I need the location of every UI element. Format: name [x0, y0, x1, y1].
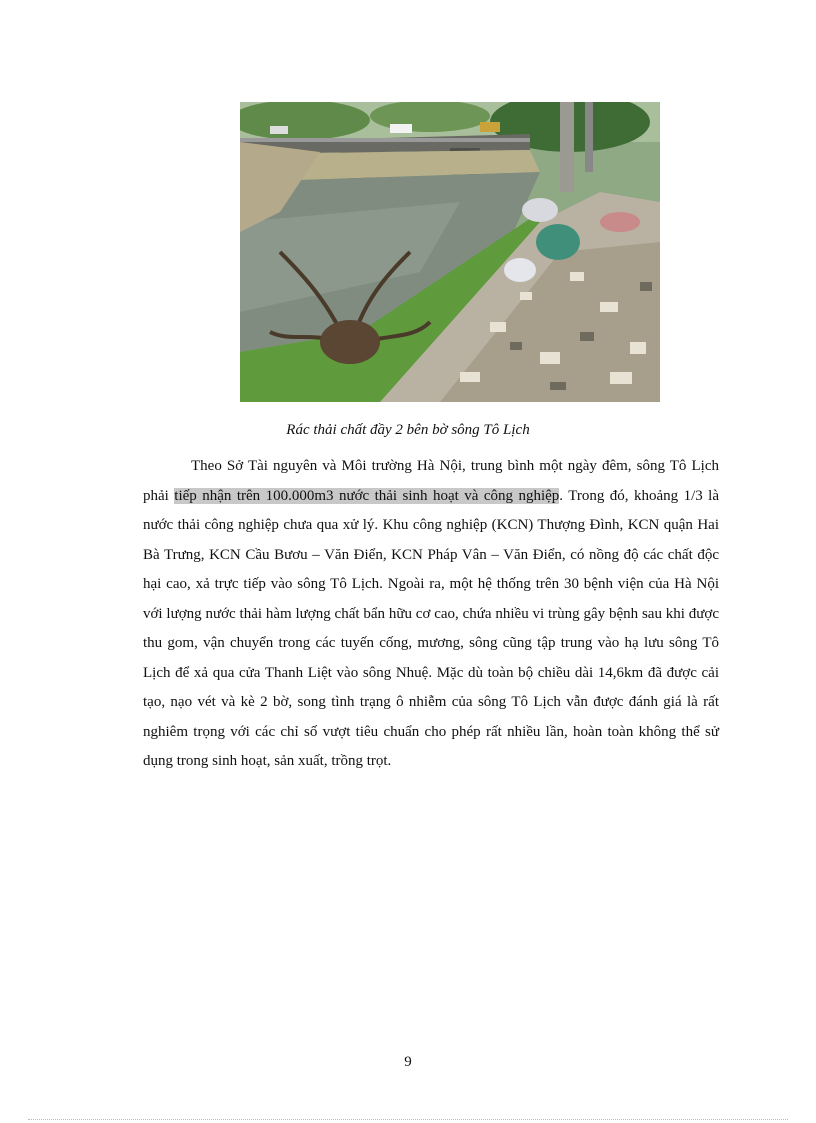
photo-illustration	[240, 102, 660, 402]
figure-caption: Rác thải chất đầy 2 bên bờ sông Tô Lịch	[286, 422, 530, 438]
body-paragraph	[143, 452, 719, 777]
page-bottom-border	[28, 1119, 788, 1120]
page-number: 9	[404, 1054, 412, 1070]
paragraph-part-1: Theo Sở Tài nguyên và Môi trường Hà Nội, trung bình một ngày đêm, sông Tô Lịch phải	[143, 458, 719, 504]
highlighted-text: tiếp nhận trên 100.000m3 nước thải sinh hoạt và công nghiệp	[174, 487, 560, 504]
paragraph-part-2: . Trong đó, khoảng 1/3 là nước thải công nghiệp chưa qua xử lý. Khu công nghiệp (KCN) Thượng Đình, KCN quận Hai Bà Trưng, KCN Cầu Bươu – Văn Điển, KCN Pháp Vân – Văn Điển, có nồng độ các chất độc hại cao, xả trực tiếp vào sông Tô Lịch. Ngoài ra, một hệ thống trên 30 bệnh viện của Hà Nội với lượng nước thải hàm lượng chất bẩn hữu cơ cao, chứa nhiều vi trùng gây bệnh sau khi được thu gom, vận chuyển trong các tuyến cống, mương, sông cũng tập trung vào hạ lưu sông Tô Lịch để xả qua cửa Thanh Liệt vào sông Nhuệ. Mặc dù toàn bộ chiều dài 14,6km đã được cải tạo, nạo vét và kè 2 bờ, song tình trạng ô nhiễm của sông Tô Lịch vẫn được đánh giá là rất nghiêm trọng với các chỉ số vượt tiêu chuẩn cho phép rất nhiều lần, hoàn toàn không thể sử dụng trong sinh hoạt, sản xuất, trồng trọt.	[143, 487, 720, 769]
river-garbage-photo	[240, 102, 660, 402]
